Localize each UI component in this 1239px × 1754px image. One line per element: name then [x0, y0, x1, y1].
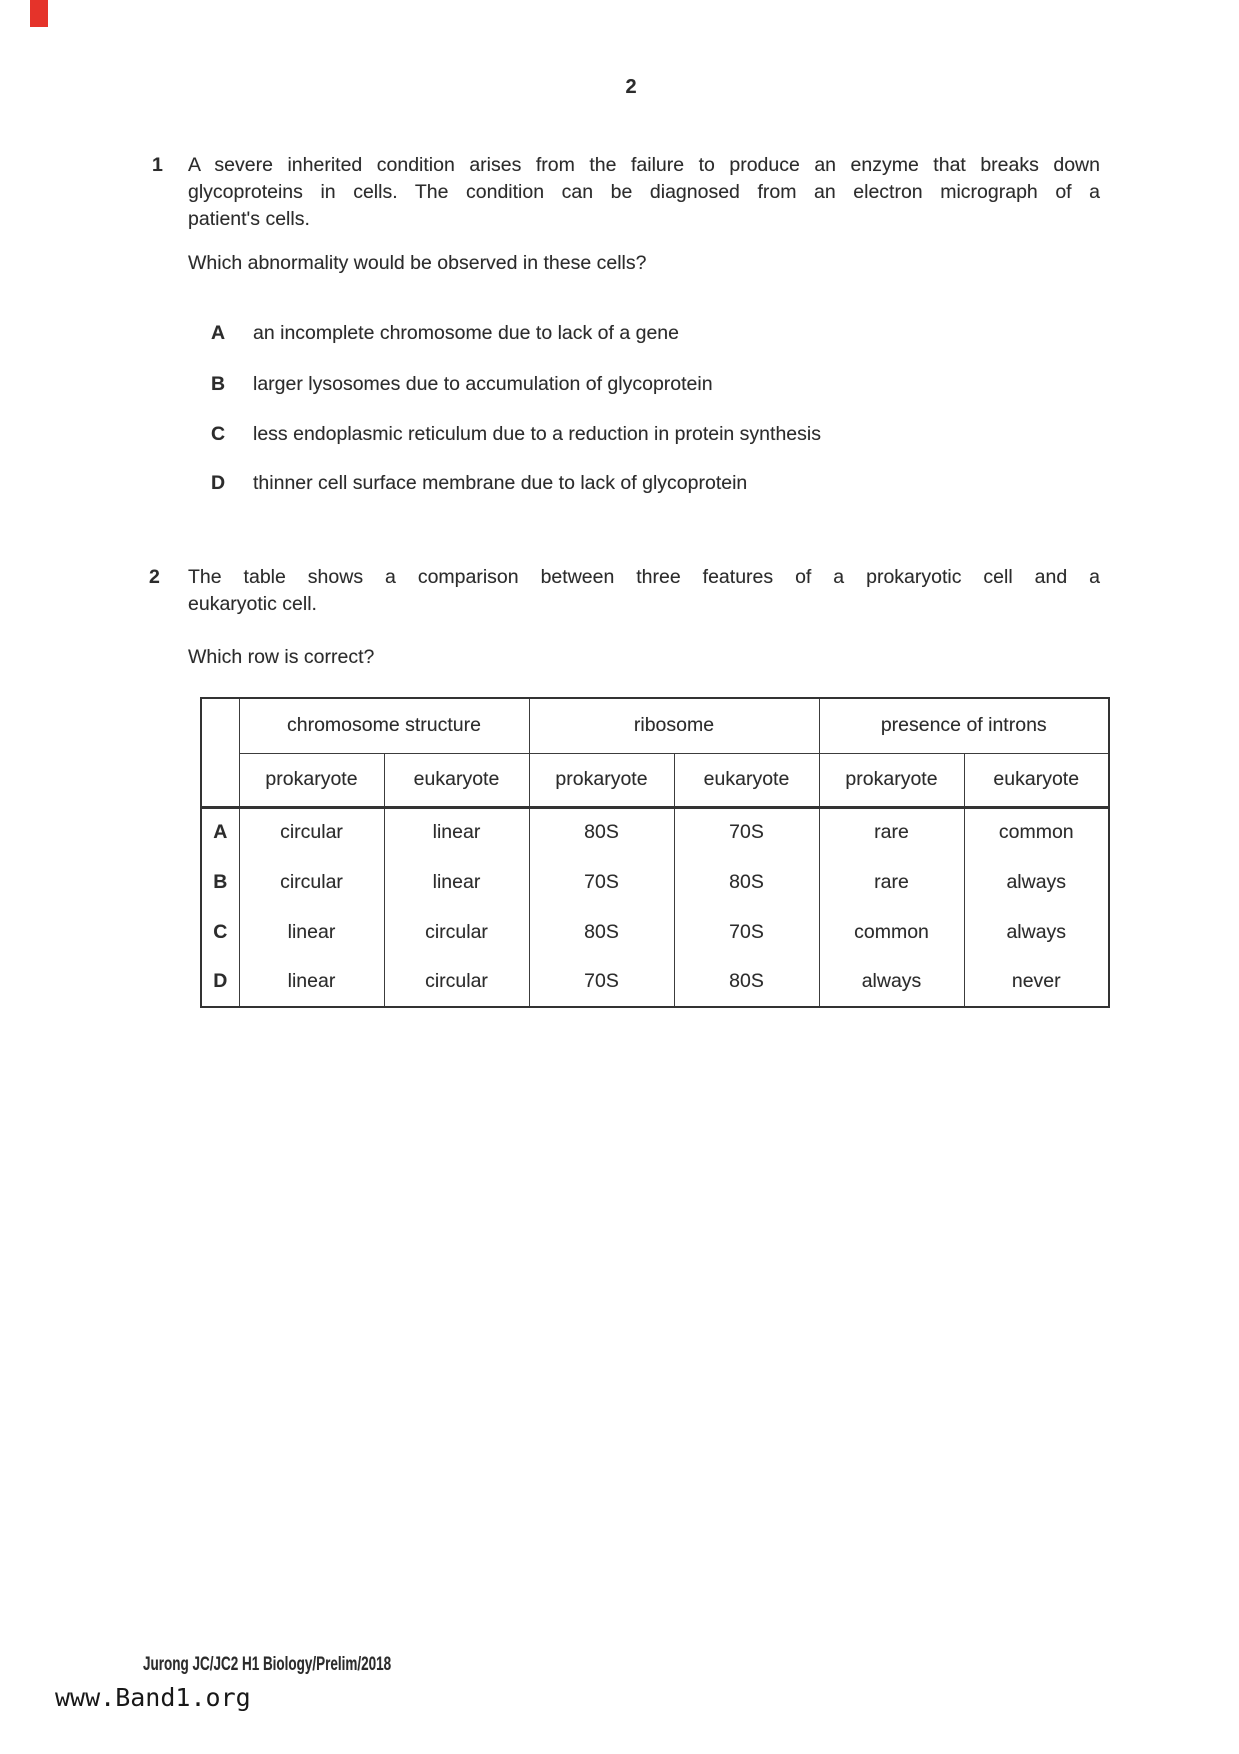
column-group-header: presence of introns — [819, 698, 1109, 753]
table-cell: linear — [239, 957, 384, 1007]
table-cell: linear — [384, 807, 529, 857]
question-2-line: The table shows a comparison between three features of a prokaryotic cell and a — [188, 566, 1100, 588]
question-1-option-a — [211, 320, 1111, 347]
row-letter: C — [201, 907, 239, 957]
column-group-header: ribosome — [529, 698, 819, 753]
question-1-line: glycoproteins in cells. The condition can be diagnosed from an electron micrograph of a — [188, 181, 1100, 203]
table-cell: circular — [384, 957, 529, 1007]
option-text: thinner cell surface membrane due to lack of glycoprotein — [253, 472, 748, 494]
question-2-text — [188, 564, 1100, 618]
column-group-header: chromosome structure — [239, 698, 529, 753]
table-corner-cell — [201, 753, 239, 807]
table-cell: circular — [239, 807, 384, 857]
table-cell: 80S — [529, 807, 674, 857]
question-2-stem: Which row is correct? — [188, 646, 375, 668]
question-1-stem: Which abnormality would be observed in these cells? — [188, 252, 647, 274]
table-subheader-row — [201, 753, 1109, 807]
table-cell: circular — [384, 907, 529, 957]
question-1-option-c — [211, 421, 1111, 448]
table-row — [201, 807, 1109, 857]
table-cell: rare — [819, 857, 964, 907]
option-letter: C — [211, 423, 226, 445]
option-text: less endoplasmic reticulum due to a reduction in protein synthesis — [253, 423, 821, 445]
subcolumn-header: prokaryote — [529, 753, 674, 807]
table-cell: rare — [819, 807, 964, 857]
question-1-option-d — [211, 470, 1111, 497]
subcolumn-header: prokaryote — [819, 753, 964, 807]
table-cell: 80S — [529, 907, 674, 957]
subcolumn-header: eukaryote — [384, 753, 529, 807]
table-cell: 70S — [674, 807, 819, 857]
table-cell: common — [819, 907, 964, 957]
question-1-option-b — [211, 371, 1111, 398]
exam-reference-footer: Jurong JC/JC2 H1 Biology/Prelim/2018 — [143, 1654, 392, 1675]
option-text: an incomplete chromosome due to lack of a gene — [253, 322, 680, 344]
table-group-header-row — [201, 698, 1109, 753]
table-cell: always — [1006, 870, 1067, 893]
row-letter: D — [201, 957, 239, 1007]
table-cell: never — [1011, 970, 1061, 992]
source-watermark: www.Band1.org — [55, 1683, 251, 1712]
subcolumn-header: prokaryote — [239, 753, 384, 807]
page-number: 2 — [625, 76, 637, 98]
option-letter: D — [211, 472, 226, 494]
question-1-line: A severe inherited condition arises from the failure to produce an enzyme that breaks down — [188, 154, 1100, 176]
table-cell: linear — [384, 857, 529, 907]
table-row — [201, 957, 1109, 1007]
subcolumn-header: eukaryote — [674, 753, 819, 807]
subcolumn-header: eukaryote — [964, 753, 1109, 807]
option-letter: A — [211, 322, 226, 344]
table-corner-cell — [201, 698, 239, 753]
table-cell: 70S — [529, 857, 674, 907]
question-2-line: eukaryotic cell. — [188, 593, 317, 615]
table-row — [201, 907, 1109, 957]
table-cell: always — [819, 957, 964, 1007]
table-row — [201, 857, 1109, 907]
table-cell: linear — [239, 907, 384, 957]
comparison-table — [200, 697, 1110, 1008]
question-1-text — [188, 152, 1100, 233]
table-cell: always — [1006, 920, 1067, 943]
table-cell: 70S — [529, 957, 674, 1007]
table-cell: 80S — [674, 957, 819, 1007]
question-2-number: 2 — [149, 566, 160, 588]
table-cell: common — [998, 821, 1074, 844]
table-cell: 80S — [674, 857, 819, 907]
option-text: larger lysosomes due to accumulation of glycoprotein — [253, 373, 713, 395]
question-1-line: patient's cells. — [188, 208, 310, 230]
table-cell: circular — [239, 857, 384, 907]
question-1-number: 1 — [152, 154, 163, 176]
row-letter: B — [201, 857, 239, 907]
table-cell: 70S — [674, 907, 819, 957]
row-letter: A — [201, 807, 239, 857]
option-letter: B — [211, 373, 226, 395]
page-corner-marker — [30, 0, 48, 27]
